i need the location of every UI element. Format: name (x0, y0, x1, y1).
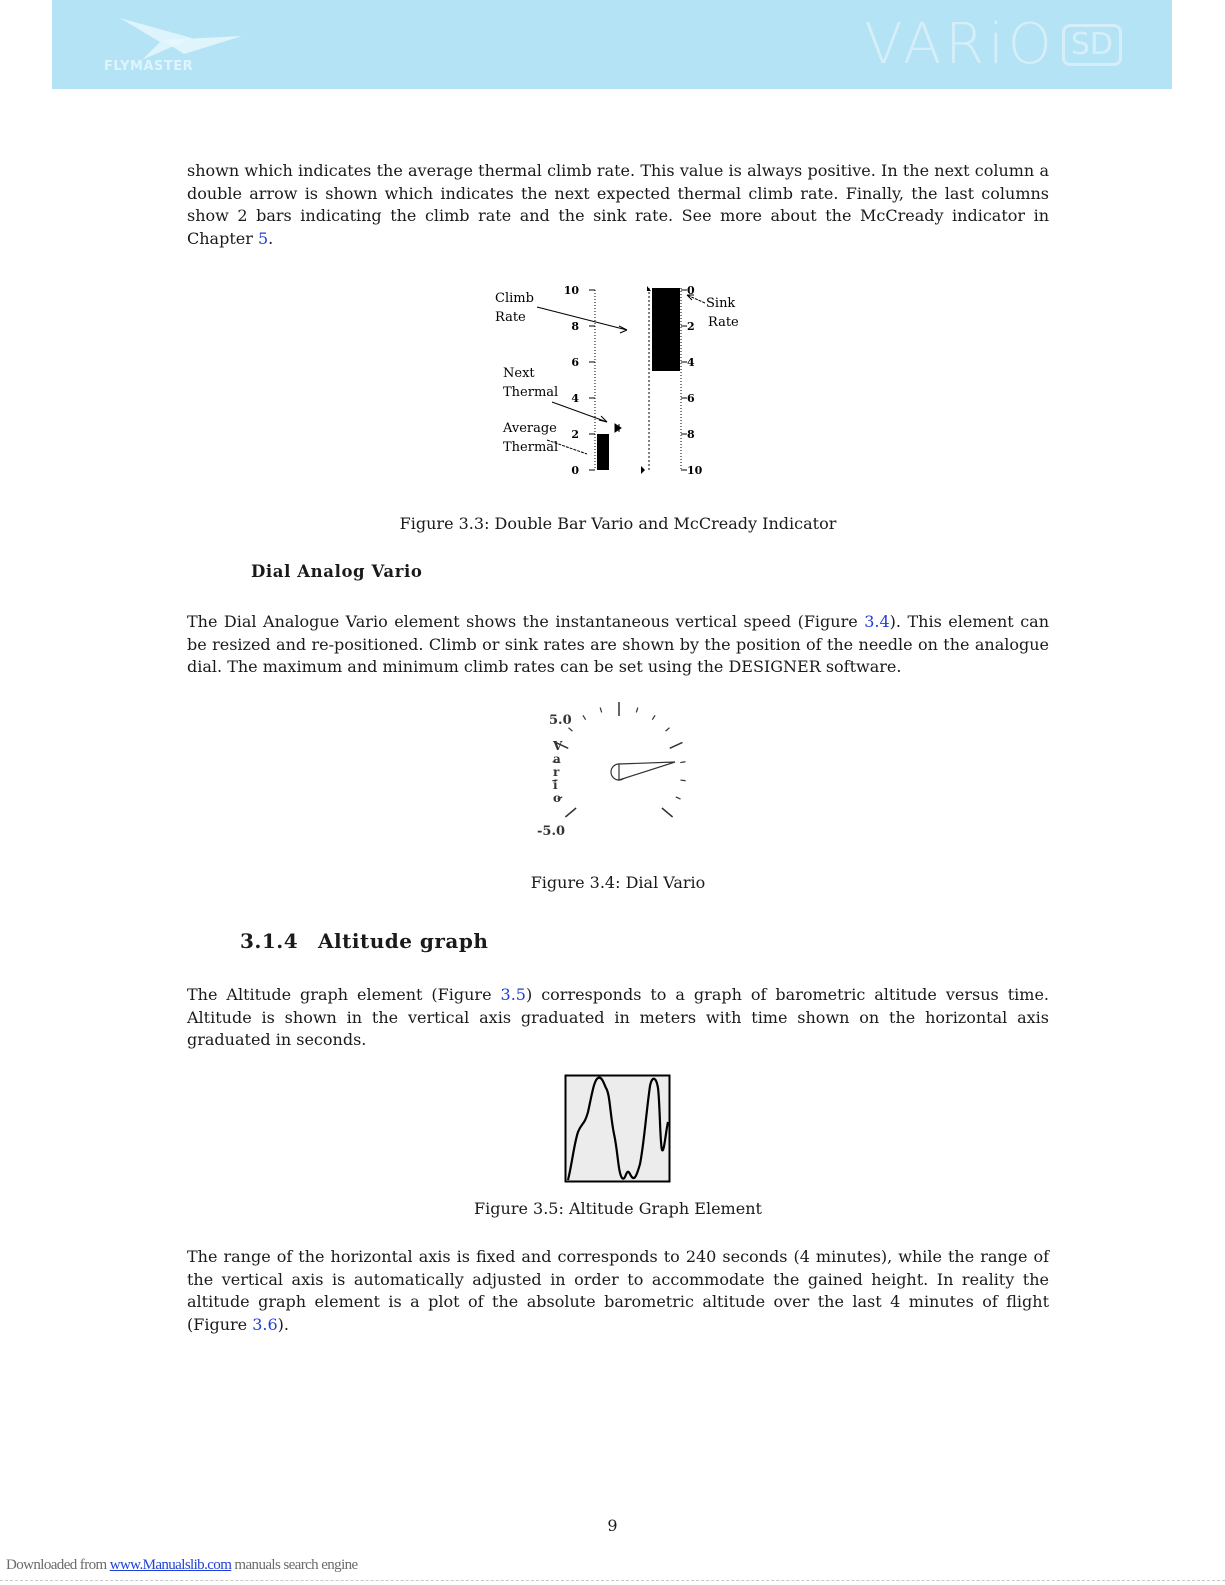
dial-tick (583, 715, 586, 719)
next-thermal-label-1: Next (503, 366, 535, 381)
bottom-marker-icon (641, 466, 645, 474)
next-thermal-marker-icon (615, 424, 621, 432)
intro-paragraph (187, 160, 1049, 250)
top-marker-icon (647, 286, 651, 291)
altitude-text-a: The Altitude graph element (Figure (187, 985, 501, 1004)
vario-sd-logo (864, 14, 1122, 76)
dial-tick (680, 762, 685, 763)
closing-text-a: The range of the horizontal axis is fixed and corresponds to 240 seconds (4 minutes), while the range of the vertical axis is automatically adjusted in order to accommodate the gained height. In reality the altitude graph element is a plot of the absolute barometric altitude over the last 4 minutes of flight (Figure (187, 1247, 1049, 1334)
sink-scale-tick-label: 8 (687, 428, 695, 441)
intro-text: shown which indicates the average thermal climb rate. This value is always positive. In the next column a double arrow is shown which indicates the next expected thermal climb rate. Finally, the last columns show 2 bars indicating the climb rate and the sink rate. See more about the McCready indicator in Chapter (187, 161, 1049, 248)
climb-scale (564, 284, 595, 477)
footer-suffix: manuals search engine (231, 1557, 358, 1573)
climb-rate-arrowhead-icon (619, 326, 627, 333)
climb-rate-bar (597, 434, 609, 470)
closing-paragraph (187, 1246, 1049, 1336)
brand-right-badge: SD (1062, 24, 1122, 66)
sink-rate-label-2: Rate (708, 315, 739, 330)
dial-text-a: The Dial Analogue Vario element shows the instantaneous vertical speed (Figure (187, 612, 865, 631)
dial-tick (568, 728, 572, 731)
sink-rate-bar (652, 288, 680, 371)
dial-tick (652, 715, 655, 719)
sink-rate-label-1: Sink (706, 296, 736, 311)
altitude-text-b: ) corresponds to a graph of barometric altitude versus time. Altitude is shown in the vertical axis graduated in meters with time shown on the horizontal axis graduated in seconds. (187, 985, 1050, 1049)
average-thermal-label-2: Thermal (503, 440, 559, 455)
brand-left-text: FLYMASTER (104, 59, 194, 74)
dial-tick (600, 707, 601, 712)
dial-max-label: 5.0 (549, 713, 572, 728)
dial-paragraph (187, 611, 1049, 679)
altitude-graph-section-heading (240, 929, 488, 953)
sink-scale-tick-label: 0 (687, 284, 695, 297)
figure-3-4-caption: Figure 3.4: Dial Vario (530, 873, 706, 892)
section-title: Altitude graph (318, 929, 489, 953)
dial-tick (662, 808, 673, 817)
altitude-paragraph (187, 984, 1049, 1052)
dial-text-b: ). This element can be resized and re-positioned. Climb or sink rates are shown by the position of the needle on the analogue dial. The maximum and minimum climb rates can be set using the DESIGNER software. (187, 612, 1049, 676)
figure-3-5-link[interactable]: 3.5 (500, 985, 526, 1004)
intro-tail: . (268, 228, 274, 248)
dial-vertical-letter: i (553, 778, 558, 792)
header-banner (52, 0, 1172, 89)
footer-prefix: Downloaded from (6, 1557, 110, 1573)
figure-3-5-caption: Figure 3.5: Altitude Graph Element (474, 1199, 762, 1218)
section-number: 3.1.4 (240, 929, 299, 953)
dial-vertical-letter: o (553, 791, 562, 805)
climb-rate-arrow (537, 307, 627, 330)
climb-scale-tick-label: 4 (571, 392, 579, 405)
climb-scale-tick-label: 2 (571, 428, 579, 441)
sink-rate-arrow (687, 295, 705, 303)
dial-vario-figure (535, 698, 695, 848)
dial-needle (619, 762, 675, 780)
climb-scale-tick-label: 10 (563, 284, 579, 297)
sink-scale (681, 284, 703, 477)
dial-vertical-letter: V (553, 739, 563, 753)
climb-scale-tick-label: 6 (571, 356, 579, 369)
dial-tick (565, 808, 576, 817)
dial-vertical-letter: a (553, 752, 561, 766)
footer-divider (0, 1580, 1225, 1581)
dial-vertical-label (552, 739, 563, 805)
double-bar-vario-figure (487, 282, 757, 482)
sink-scale-tick-label: 4 (687, 356, 695, 369)
closing-text-b: ). (277, 1314, 289, 1334)
altitude-graph-figure (564, 1074, 671, 1184)
dial-tick (676, 797, 681, 799)
next-thermal-label-2: Thermal (503, 385, 559, 400)
figure-3-3-caption: Figure 3.3: Double Bar Vario and McCready Indicator (399, 514, 837, 533)
dial-min-label: -5.0 (537, 824, 566, 839)
figure-3-6-link[interactable]: 3.6 (252, 1314, 278, 1334)
dial-tick (666, 728, 670, 731)
climb-rate-label-1: Climb (495, 291, 534, 306)
dial-tick (636, 707, 637, 712)
brand-right-word: VARiO (864, 12, 1056, 77)
dial-ticks (552, 702, 685, 817)
sink-scale-tick-label: 10 (687, 464, 703, 477)
sink-scale-tick-label: 2 (687, 320, 695, 333)
dial-vertical-letter: r (553, 765, 560, 779)
dial-tick (680, 780, 685, 781)
graph-frame (566, 1076, 670, 1182)
climb-rate-label-2: Rate (495, 310, 526, 325)
chapter-link[interactable]: 5 (257, 228, 269, 248)
page-number: 9 (607, 1516, 618, 1535)
next-thermal-arrow (552, 402, 607, 422)
sink-scale-tick-label: 6 (687, 392, 695, 405)
average-thermal-label-1: Average (503, 421, 557, 436)
dial-analog-vario-heading: Dial Analog Vario (251, 562, 423, 581)
figure-3-4-link[interactable]: 3.4 (864, 612, 890, 631)
footer-credit (6, 1557, 358, 1574)
climb-scale-tick-label: 8 (571, 320, 579, 333)
manualslib-link[interactable]: www.Manualslib.com (109, 1557, 232, 1573)
climb-scale-tick-label: 0 (571, 464, 579, 477)
dial-tick (670, 742, 683, 748)
